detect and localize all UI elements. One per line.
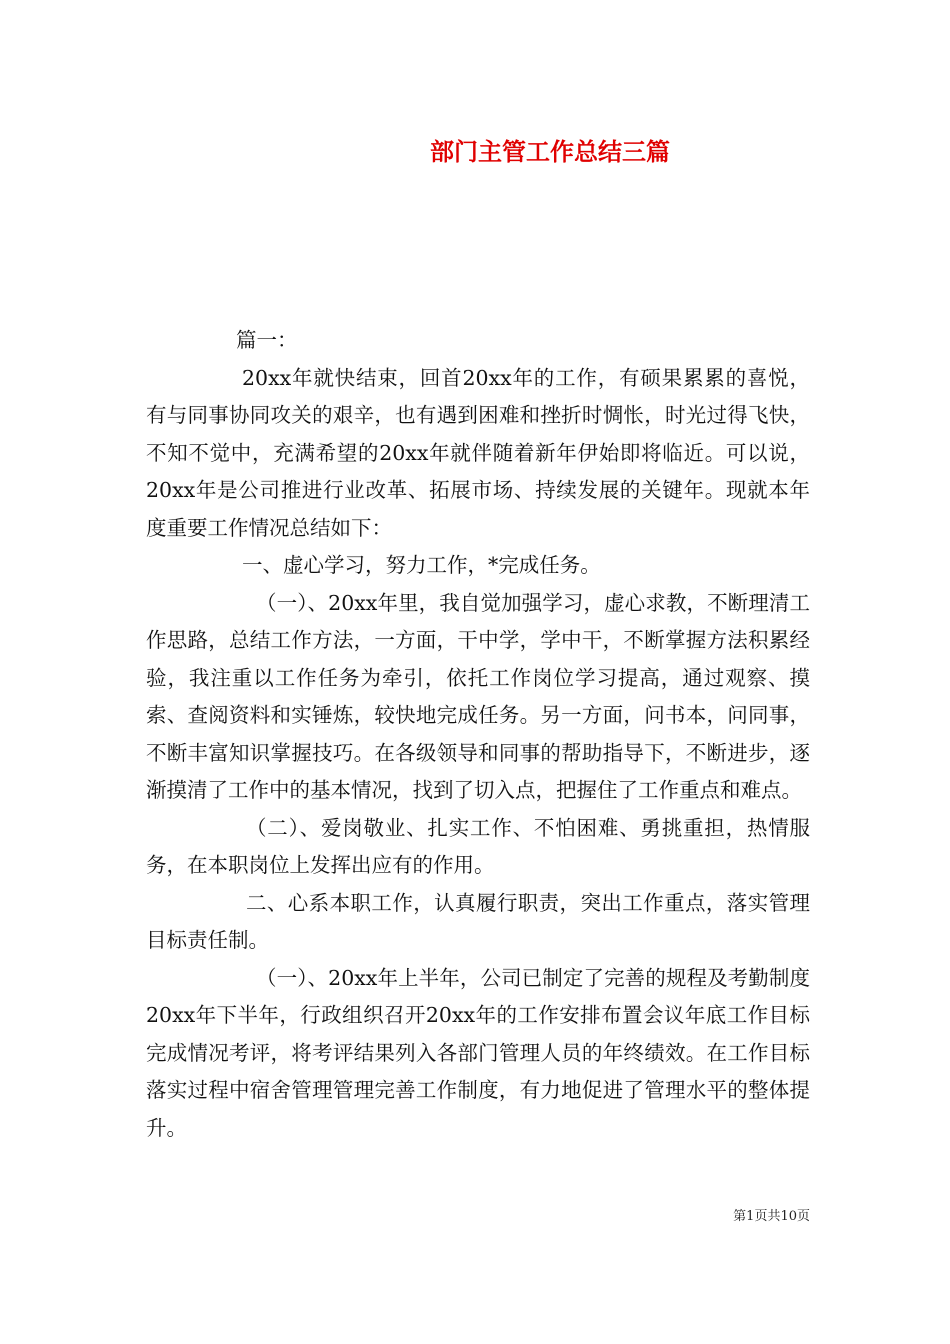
section-label: 篇一： bbox=[236, 328, 298, 352]
paragraph-intro: 20xx年就快结束，回首20xx年的工作，有硕果累累的喜悦，有与同事协同攻关的艰辛，也有遇到困难和挫折时惆怅，时光过得飞快，不知不觉中，充满希望的20xx年就伴随着新年伊始即将临近。可以说，20xx年是公司推进行业改革、拓展市场、持续发展的关键年。现就本年度重要工作情况总结如下： bbox=[146, 365, 810, 540]
page-number: 第1页共10页 bbox=[733, 1209, 810, 1224]
paragraph-2-1: （一）、20xx年上半年，公司已制定了完善的规程及考勤制度20xx年下半年，行政组织召开20xx年的工作安排布置会议年底工作目标完成情况考评，将考评结果列入各部门管理人员的年终绩效。在工作目标落实过程中宿舍管理管理完善工作制度，有力地促进了管理水平的整体提升。 bbox=[146, 965, 810, 1140]
paragraph-1-2: （二）、爱岗敬业、扎实工作、不怕困难、勇挑重担，热情服务，在本职岗位上发挥出应有的作用。 bbox=[146, 815, 810, 877]
document-body bbox=[146, 322, 810, 1147]
paragraph-heading-2: 二、心系本职工作，认真履行职责，突出工作重点，落实管理目标责任制。 bbox=[146, 890, 810, 952]
document-title: 部门主管工作总结三篇 bbox=[430, 137, 670, 166]
paragraph-heading-1: 一、虚心学习，努力工作，*完成任务。 bbox=[242, 553, 601, 577]
paragraph-1-1: （一）、20xx年里，我自觉加强学习，虚心求教，不断理清工作思路，总结工作方法，一方面，干中学，学中干，不断掌握方法积累经验，我注重以工作任务为牵引，依托工作岗位学习提高，通过观察、摸索、查阅资料和实锤炼，较快地完成任务。另一方面，问书本，问同事，不断丰富知识掌握技巧。在各级领导和同事的帮助指导下，不断进步，逐渐摸清了工作中的基本情况，找到了切入点，把握住了工作重点和难点。 bbox=[146, 590, 810, 802]
